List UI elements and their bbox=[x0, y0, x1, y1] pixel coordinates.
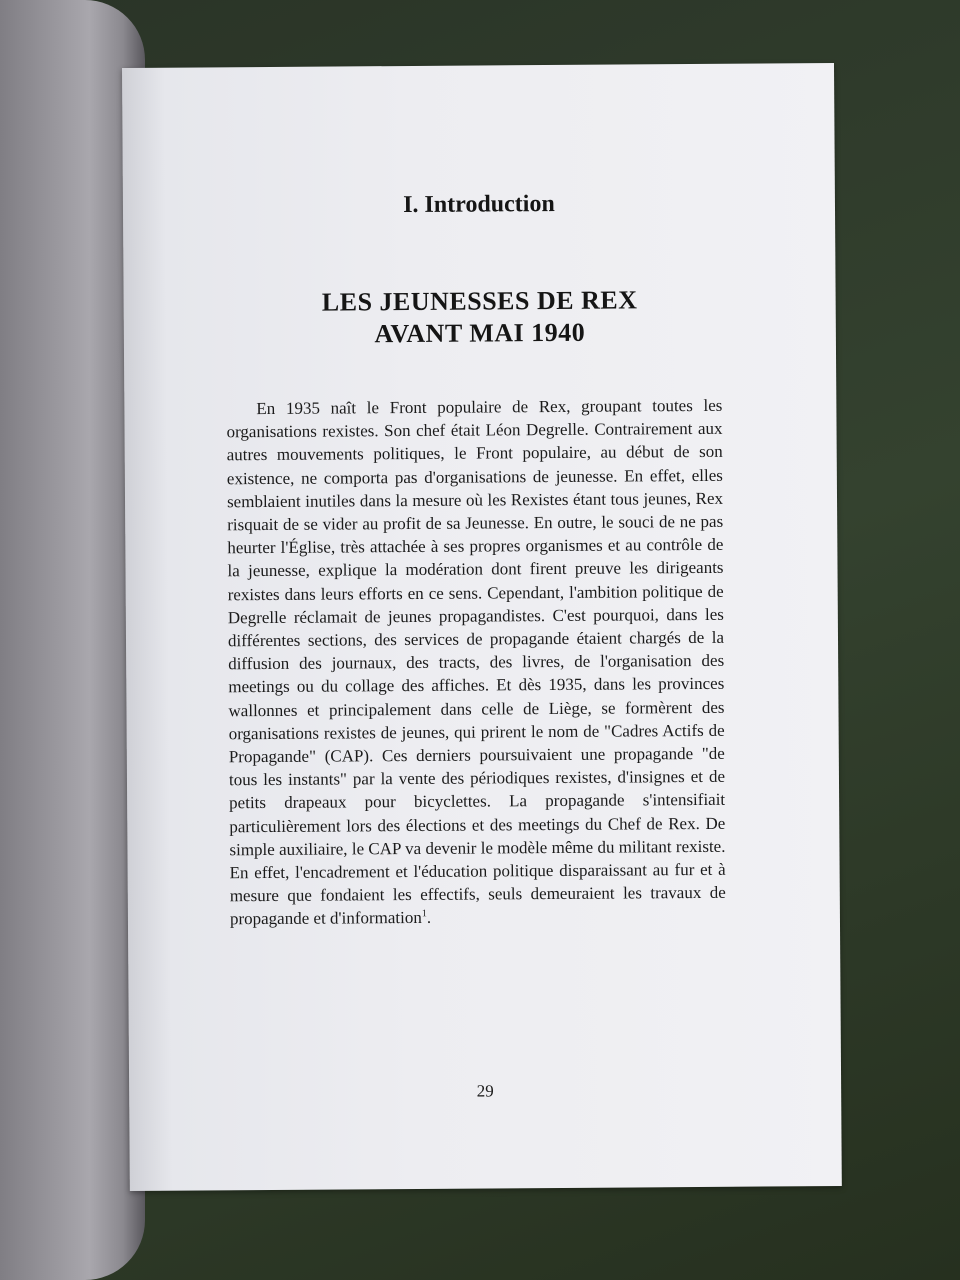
section-title bbox=[124, 283, 836, 352]
page-number: 29 bbox=[476, 1081, 494, 1101]
body-paragraph: En 1935 naît le Front populaire de Rex, groupant toutes les organisations rexistes. Son chef était Léon Degrelle. Contrairement aux autres mouvements politiques, le Front populaire, au début de son existence, ne comporta pas d'organisations de jeunesse. En effet, elles semblaient inutiles dans la mesure où les Rexistes étant tous jeunes, Rex risquait de se vider au profit de sa Jeunesse. En outre, le souci de ne pas heurter l'Église, très attachée à ses propres organismes et au contrôle de la jeunesse, explique la modération dont firent preuve les dirigeants rexistes dans leurs efforts en ce sens. Cependant, l'ambition politique de Degrelle réclamait de jeunes propagandistes. C'est pourquoi, dans les différentes sections, des services de propagande étaient chargés de la diffusion des journaux, des tracts, des livres, de l'organisation des meetings ou du collage des affiches. Et dès 1935, dans les provinces wallonnes et principalement dans celle de Liège, se formèrent des organisations rexistes de jeunes, qui prirent le nom de "Cadres Actifs de Propagande" (CAP). Ces derniers poursuivaient une propagande "de tous les instants" par la vente des périodiques rexistes, d'insignes et de petits drapeaux pour bicyclettes. La propagande s'intensifiait particulièrement lors des élections et des meetings du Chef de Rex. De simple auxiliaire, le CAP va devenir le modèle même du militant rexiste. En effet, l'encadrement et l'éducation politique disparaissant au fur et à mesure que fondaient les effectifs, seuls demeuraient les travaux de propagande et d'information$^1$. bbox=[226, 395, 726, 929]
footnote-marker[interactable]: 1 bbox=[421, 908, 427, 920]
chapter-title: I. Introduction bbox=[403, 190, 555, 219]
body-text: En 1935 naît le Front populaire de Rex, groupant toutes les organisations rexistes. Son chef était Léon Degrelle. Contrairement aux autres mouvements politiques, le Front populaire, au début de son existence, ne comporta pas d'organisations de jeunesse. En effet, elles semblaient inutiles dans la mesure où les Rexistes étant tous jeunes, Rex risquait de se vider au profit de sa Jeunesse. En outre, le souci de ne pas heurter l'Église, très attachée à ses propres organismes et au contrôle de la jeunesse, explique la modération dont firent preuve les dirigeants rexistes dans leurs efforts en ce sens. Cependant, l'ambition politique de Degrelle réclamait de jeunes propagandistes. C'est pourquoi, dans les différentes sections, des services de propagande étaient chargés de la diffusion des journaux, des tracts, des livres, de l'organisation des meetings ou du collage des affiches. Et dès 1935, dans les provinces wallonnes et principalement dans celle de Liège, se formèrent des organisations rexistes de jeunes, qui prirent le nom de "Cadres Actifs de Propagande" (CAP). Ces derniers poursuivaient une propagande "de tous les instants" par la vente des périodiques rexistes, d'insignes et de petits drapeaux pour bicyclettes. La propagande s'intensifiait particulièrement lors des élections et des meetings du Chef de Rex. De simple auxiliaire, le CAP va devenir le modèle même du militant rexiste. En effet, l'encadrement et l'éducation politique disparaissant au fur et à mesure que fondaient les effectifs, seuls demeuraient les travaux de propagande et d'information bbox=[226, 395, 726, 929]
section-title-line-1: LES JEUNESSES DE REX bbox=[321, 285, 638, 317]
book-page bbox=[122, 63, 842, 1191]
section-title-line-2: AVANT MAI 1940 bbox=[374, 317, 586, 349]
